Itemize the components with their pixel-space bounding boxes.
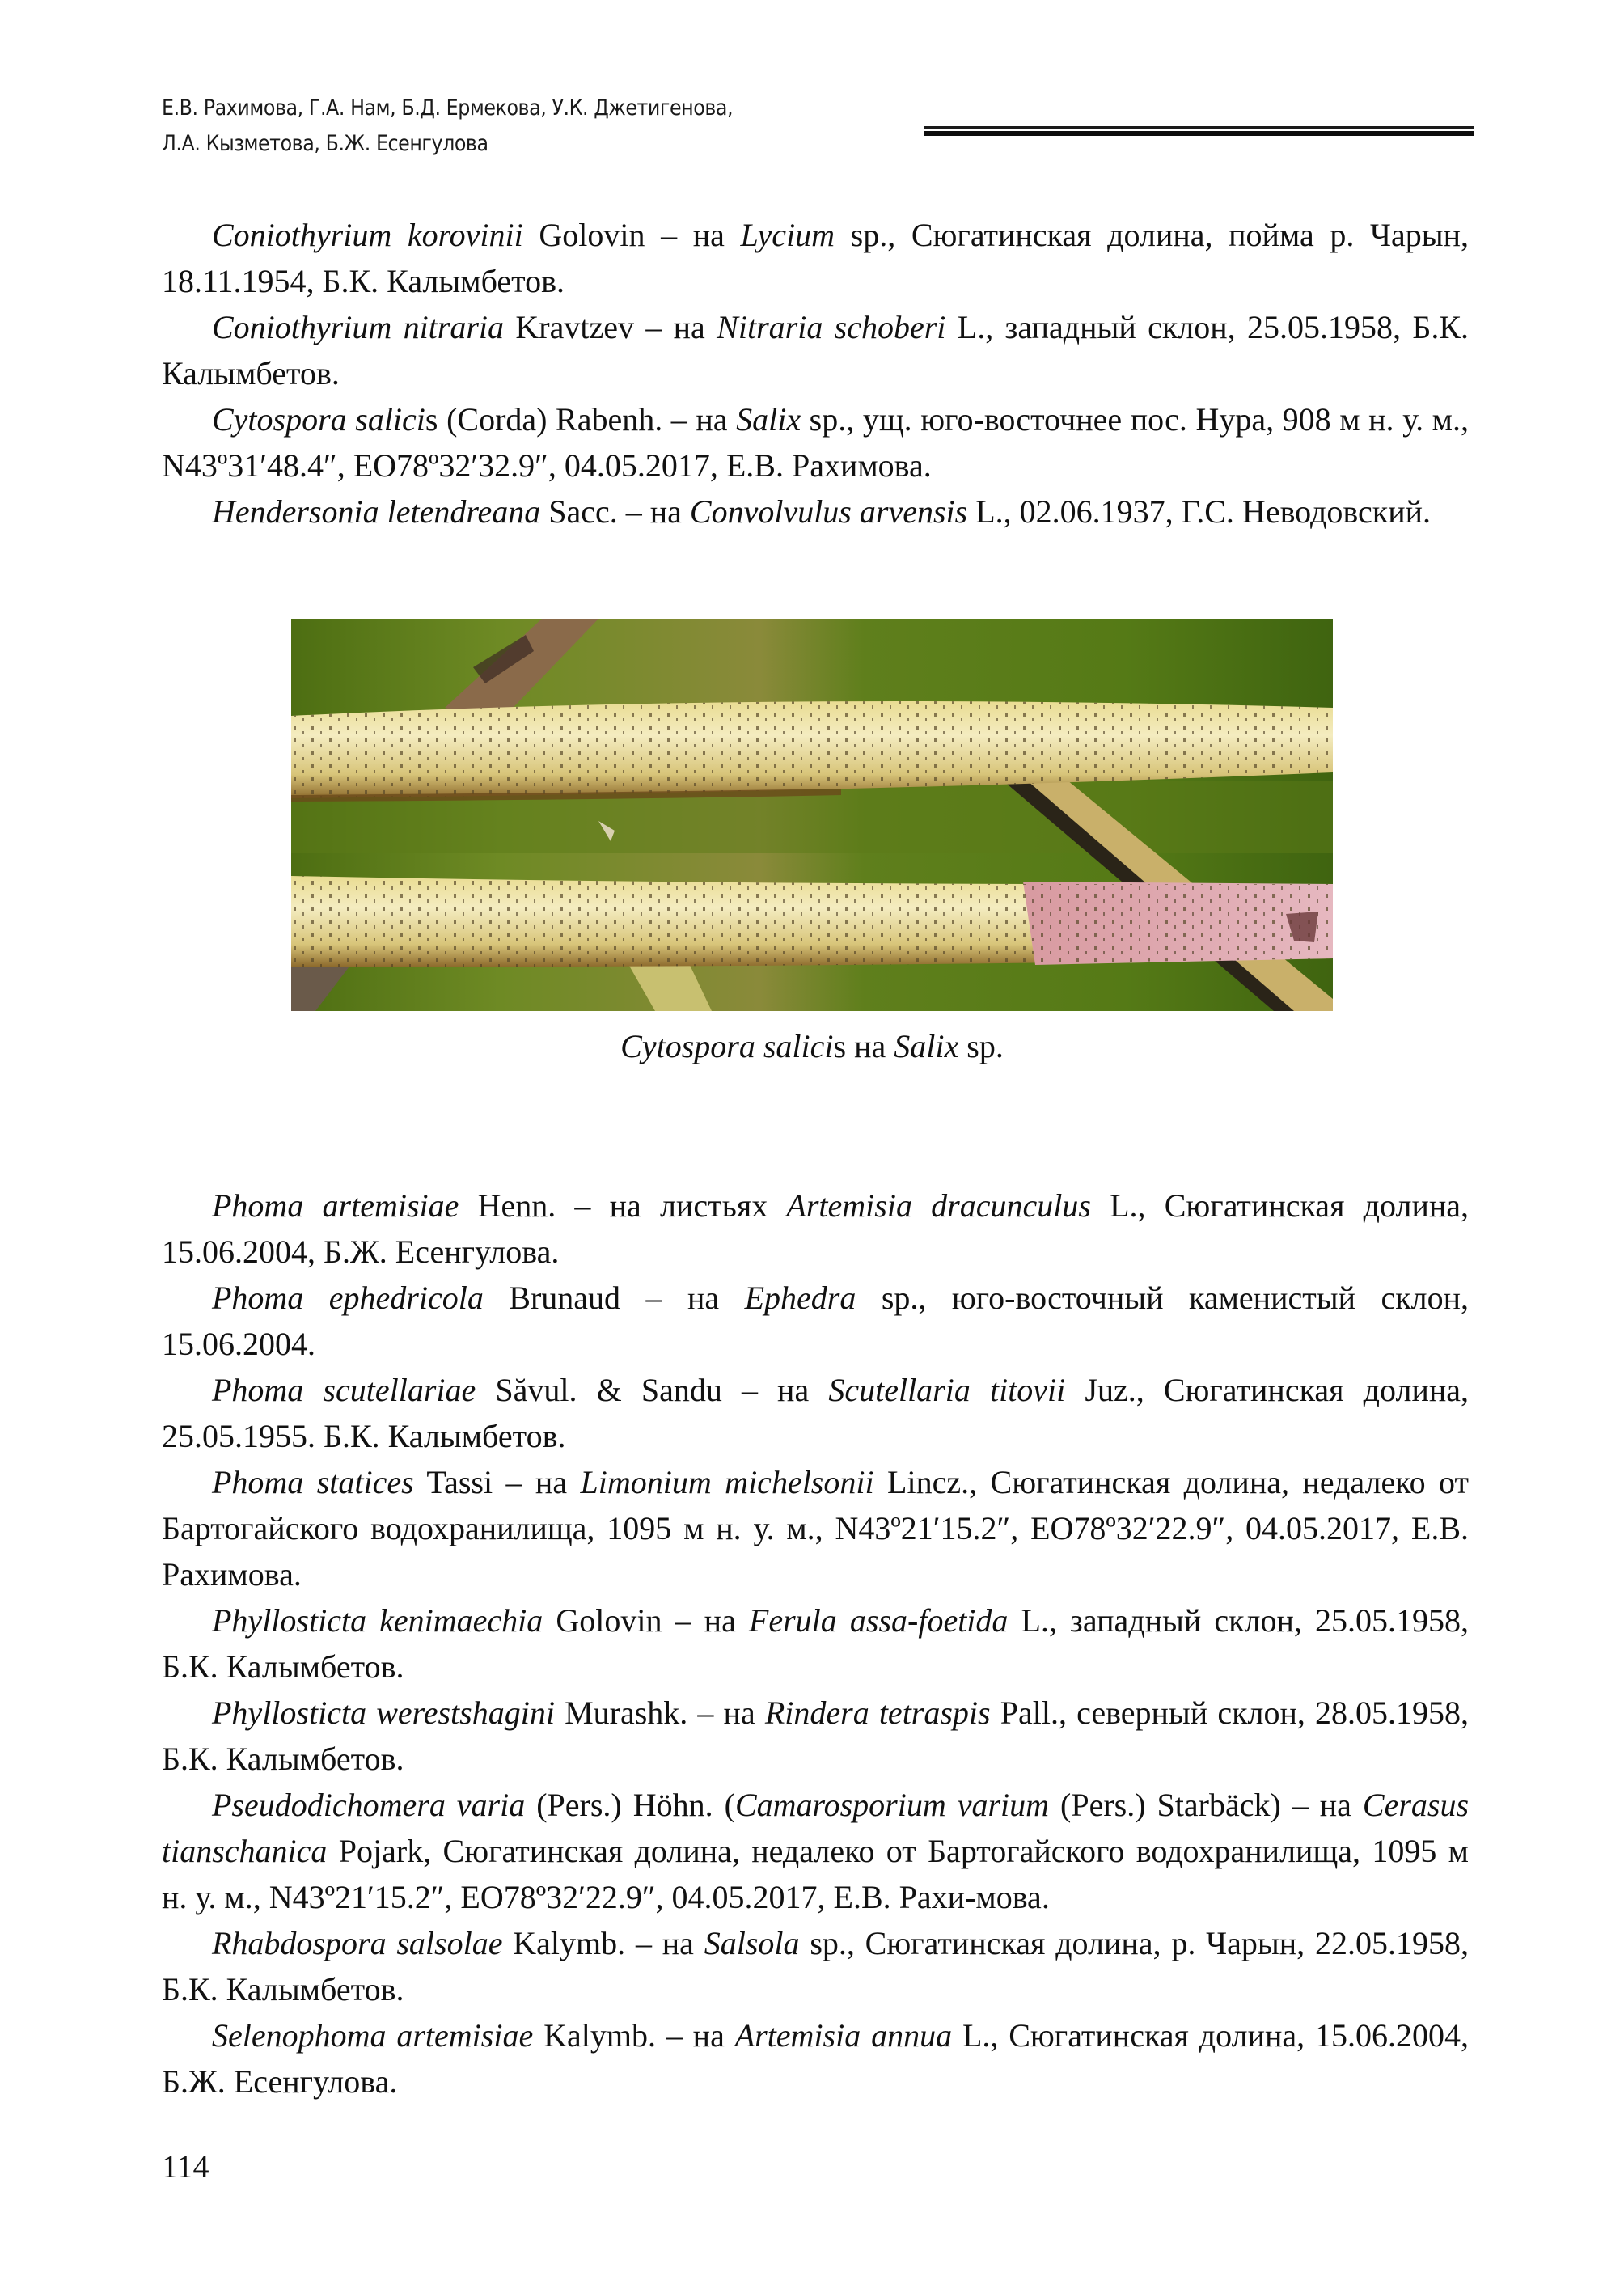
header-rule xyxy=(924,126,1474,136)
species-name: Coniothyrium nitraria xyxy=(212,309,505,345)
host-name: Nitraria schoberi xyxy=(717,309,946,345)
host-name: Lycium xyxy=(740,217,835,253)
species-name: Phyllosticta kenimaechia xyxy=(212,1602,543,1639)
species-entry xyxy=(162,304,1469,396)
page-number: 114 xyxy=(162,2148,209,2185)
host-name: Limonium michelsonii xyxy=(580,1464,874,1500)
salix-branch-photo xyxy=(291,619,1333,1011)
species-entry xyxy=(162,489,1469,535)
host-name: Cerasus tianschanica xyxy=(162,1787,1470,1869)
caption-species: Cytospora salici xyxy=(620,1028,834,1064)
species-author: Sacc. – на xyxy=(540,493,690,530)
caption-mid: на xyxy=(846,1028,894,1064)
species-author: Henn. – на листьях xyxy=(459,1187,787,1224)
entry-details: L., Сюгатинская долина, 15.06.2004, Б.Ж. Есенгулова. xyxy=(162,2017,1470,2100)
species-entry xyxy=(162,1459,1469,1597)
species-name: Phoma artemisiae xyxy=(212,1187,459,1224)
species-author: Tassi – на xyxy=(413,1464,581,1500)
figure-caption xyxy=(0,1023,1624,1069)
host-name: Convolvulus arvensis xyxy=(689,493,968,530)
species-author: (Corda) Rabenh. – на xyxy=(438,401,737,438)
species-name: Phoma scutellariae xyxy=(212,1372,476,1408)
species-author: Săvul. & Sandu – на xyxy=(476,1372,829,1408)
species-name: Coniothyrium korovinii xyxy=(212,217,523,253)
species-entry xyxy=(162,1275,1469,1367)
entry-details: L., западный склон, 25.05.1958, Б.К. Калымбетов. xyxy=(162,309,1469,391)
species-name: Selenophoma artemisiae xyxy=(212,2017,534,2054)
species-author: (Pers.) Höhn. ( xyxy=(525,1787,735,1823)
species-entry xyxy=(162,212,1469,304)
species-name: Phoma ephedricola xyxy=(212,1280,484,1316)
species-entry xyxy=(162,1597,1469,1690)
entry-details: sp., юго-восточный каменистый склон, 15.06.2004. xyxy=(162,1280,1470,1362)
entry-details: sp., Сюгатинская долина, р. Чарын, 22.05.1958, Б.К. Калымбетов. xyxy=(162,1925,1469,2007)
host-name: Scutellaria titovii xyxy=(828,1372,1066,1408)
species-name: Phyllosticta werestshagini xyxy=(212,1694,555,1731)
species-author: Golovin – на xyxy=(522,217,741,253)
caption-end: sp. xyxy=(958,1028,1004,1064)
species-author: Brunaud – на xyxy=(483,1280,745,1316)
entry-details: sp., Сюгатинская долина, пойма р. Чарын, 18.11.1954, Б.К. Калымбетов. xyxy=(162,217,1469,299)
host-name: Salix xyxy=(736,401,801,438)
synonym-author: (Pers.) Starbäck) – на xyxy=(1049,1787,1363,1823)
species-name: Cytospora salici xyxy=(212,401,425,438)
species-author: Kalymb. – на xyxy=(533,2017,735,2054)
species-author: Murashk. – на xyxy=(554,1694,765,1731)
species-entry xyxy=(162,1367,1469,1459)
species-list-bottom xyxy=(162,1182,1469,2105)
host-name: Ferula assa-foetida xyxy=(748,1602,1009,1639)
species-entry xyxy=(162,1690,1469,1782)
species-name: Pseudodichomera varia xyxy=(212,1787,526,1823)
entry-details: Lincz., Сюгатинская долина, недалеко от Бартогайского водохранилища, 1095 м н. у. м., N43º21′15.2″, EO78º32′22.9″, 04.05.2017, Е.В. Рахимова. xyxy=(162,1464,1470,1593)
entry-details: sp., ущ. юго-восточнее пос. Нура, 908 м н. у. м., N43º31′48.4″, EO78º32′32.9″, 04.05.2017, Е.В. Рахимова. xyxy=(162,401,1469,484)
entry-details: Juz., Сюгатинская долина, 25.05.1955. Б.К. Калымбетов. xyxy=(162,1372,1470,1454)
species-entry xyxy=(162,2012,1469,2105)
host-name: Artemisia annua xyxy=(734,2017,953,2054)
species-list-top xyxy=(162,212,1469,535)
entry-details: L., 02.06.1937, Г.С. Неводовский. xyxy=(967,493,1432,530)
species-author: Kravtzev – на xyxy=(504,309,717,345)
species-entry xyxy=(162,1182,1469,1275)
host-name: Salsola xyxy=(704,1925,800,1961)
host-name: Artemisia dracunculus xyxy=(786,1187,1091,1224)
synonym-name: Camarosporium varium xyxy=(734,1787,1050,1823)
entry-details: Pojark, Сюгатинская долина, недалеко от Бартогайского водохранилища, 1095 м н. у. м., N43º21′15.2″, EO78º32′22.9″, 04.05.2017, Е.В. Рахи-мова. xyxy=(162,1833,1469,1915)
species-name: Phoma statices xyxy=(212,1464,414,1500)
species-name-suffix: s xyxy=(425,401,438,438)
species-name: Hendersonia letendreana xyxy=(212,493,541,530)
entry-details: Pall., северный склон, 28.05.1958, Б.К. Калымбетов. xyxy=(162,1694,1469,1777)
entry-details: L., Сюгатинская долина, 15.06.2004, Б.Ж. Есенгулова. xyxy=(162,1187,1470,1270)
species-entry xyxy=(162,1782,1469,1920)
caption-host: Salix xyxy=(894,1028,959,1064)
figure-photo-salix-branches xyxy=(291,619,1333,1011)
running-head-authors xyxy=(162,91,802,162)
caption-species-suffix: s xyxy=(833,1028,847,1064)
species-entry xyxy=(162,1920,1469,2012)
host-name: Rindera tetraspis xyxy=(764,1694,991,1731)
species-name: Rhabdospora salsolae xyxy=(212,1925,503,1961)
header-rule-thick xyxy=(924,131,1474,136)
authors-line-1: Е.В. Рахимова, Г.А. Нам, Б.Д. Ермекова, У.К. Джетигенова, xyxy=(162,95,734,121)
species-entry xyxy=(162,396,1469,489)
host-name: Ephedra xyxy=(744,1280,856,1316)
authors-line-2: Л.А. Кызметова, Б.Ж. Есенгулова xyxy=(162,131,488,156)
entry-details: L., западный склон, 25.05.1958, Б.К. Калымбетов. xyxy=(162,1602,1470,1685)
species-author: Kalymb. – на xyxy=(502,1925,704,1961)
species-author: Golovin – на xyxy=(543,1602,749,1639)
